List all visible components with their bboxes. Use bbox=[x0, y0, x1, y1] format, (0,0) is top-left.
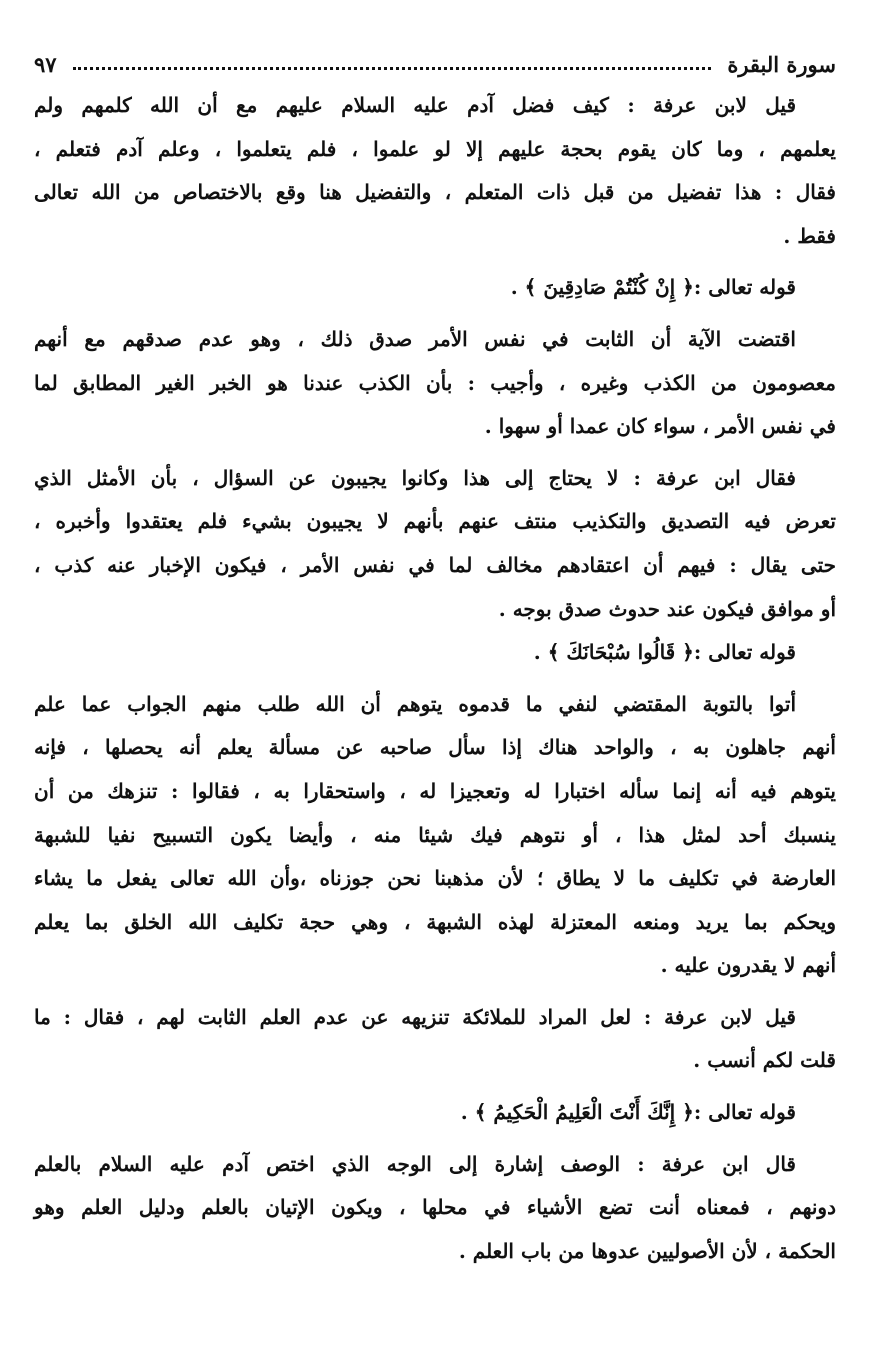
text-line: فقال : هذا تفضيل من قبل ذات المتعلم ، والتفضيل هنا وقع بالاختصاص من الله تعالى bbox=[34, 180, 836, 205]
text-line: الحكمة ، لأن الأصوليين عدوها من باب العلم . bbox=[458, 1238, 836, 1263]
text-line: حتى يقال : فيهم أن اعتقادهم مخالف لما في نفس الأمر ، فيكون الإخبار عنه كذب ، bbox=[34, 552, 836, 577]
text-line: قوله تعالى :﴿ إِنَّكَ أَنْتَ الْعَلِيمُ الْحَكِيمُ ﴾ . bbox=[460, 1100, 796, 1125]
text-line: قيل لابن عرفة : لعل المراد للملائكة تنزيهه عن عدم العلم الثابت لهم ، فقال : ما bbox=[34, 1004, 796, 1029]
surah-title: سورة البقرة bbox=[727, 51, 836, 77]
text-line: أو موافق فيكون عند حدوث صدق بوجه . bbox=[498, 596, 836, 621]
text-line: أنهم جاهلون به ، والواحد هناك إذا سأل صاحبه عن مسألة يعلم أنه يحصلها ، فإنه bbox=[34, 735, 836, 760]
text-line: قلت لكم أنسب . bbox=[693, 1048, 836, 1073]
text-line: اقتضت الآية أن الثابت في نفس الأمر صدق ذلك ، وهو عدم صدقهم مع أنهم bbox=[34, 326, 796, 351]
text-line: العارضة في تكليف ما لا يطاق ؛ لأن مذهبنا نحن جوزناه ،وأن الله تعالى يفعل ما يشاء bbox=[34, 866, 836, 891]
paragraph bbox=[34, 1143, 836, 1274]
text-line: ويحكم بما يريد ومنعه المعتزلة لهذه الشبهة ، وهي حجة تكليف الله الخلق بما يعلم bbox=[34, 909, 836, 934]
text-line: معصومون من الكذب وغيره ، وأجيب : بأن الكذب عندنا هو الخبر الغير المطابق لما bbox=[34, 370, 836, 395]
page-number: ٩٧ bbox=[34, 51, 57, 77]
text-line: يعلمهم ، وما كان يقوم بحجة عليهم إلا لو علموا ، فلم يتعلموا ، وعلم آدم فتعلم ، bbox=[34, 136, 836, 161]
text-line: في نفس الأمر ، سواء كان عمدا أو سهوا . bbox=[484, 414, 836, 439]
text-line: فقط . bbox=[783, 223, 836, 248]
header-dotted-leader bbox=[73, 67, 712, 70]
text-line: دونهم ، فمعناه أنت تضع الأشياء في محلها ، ويكون الإتيان بالعلم ودليل العلم وهو bbox=[34, 1195, 836, 1220]
text-line: قيل لابن عرفة : كيف فضل آدم عليه السلام عليهم مع أن الله كلمهم ولم bbox=[34, 93, 796, 117]
text-line: ينسبك أحد لمثل هذا ، أو نتوهم فيك شيئا منه ، وأيضا يكون التسبيح نفيا للشبهة bbox=[34, 822, 836, 847]
paragraph bbox=[34, 996, 836, 1083]
text-line: أتوا بالتوبة المقتضي لنفي ما قدموه يتوهم أن الله طلب منهم الجواب عما علم bbox=[34, 691, 796, 716]
text-line: أنهم لا يقدرون عليه . bbox=[660, 953, 836, 978]
paragraph bbox=[34, 457, 836, 631]
text-line: قوله تعالى :﴿ قَالُوا سُبْحَانَكَ ﴾ . bbox=[533, 640, 796, 665]
text-line: فقال ابن عرفة : لا يحتاج إلى هذا وكانوا يجيبون عن السؤال ، بأن الأمثل الذي bbox=[34, 465, 796, 490]
text-line: قوله تعالى :﴿ إِنْ كُنْتُمْ صَادِقِينَ ﴾ . bbox=[510, 275, 796, 300]
page-header bbox=[34, 44, 836, 84]
paragraph bbox=[34, 318, 836, 449]
paragraph bbox=[34, 683, 836, 988]
text-line: يتوهم فيه أنه إنما سأله اختبارا له وتعجيزا له ، واستحقارا به ، فقالوا : تنزهك من أن bbox=[34, 778, 836, 803]
text-line: قال ابن عرفة : الوصف إشارة إلى الوجه الذي اختص آدم عليه السلام بالعلم bbox=[34, 1151, 796, 1176]
verse-heading bbox=[34, 1091, 836, 1135]
page-body bbox=[34, 84, 836, 1273]
paragraph bbox=[34, 84, 836, 258]
verse-heading bbox=[34, 266, 836, 310]
verse-heading bbox=[34, 631, 836, 675]
text-line: تعرض فيه التصديق والتكذيب منتف عنهم بأنهم لا يجيبون بشيء فلم يعتقدوا وأخبره ، bbox=[34, 509, 836, 534]
